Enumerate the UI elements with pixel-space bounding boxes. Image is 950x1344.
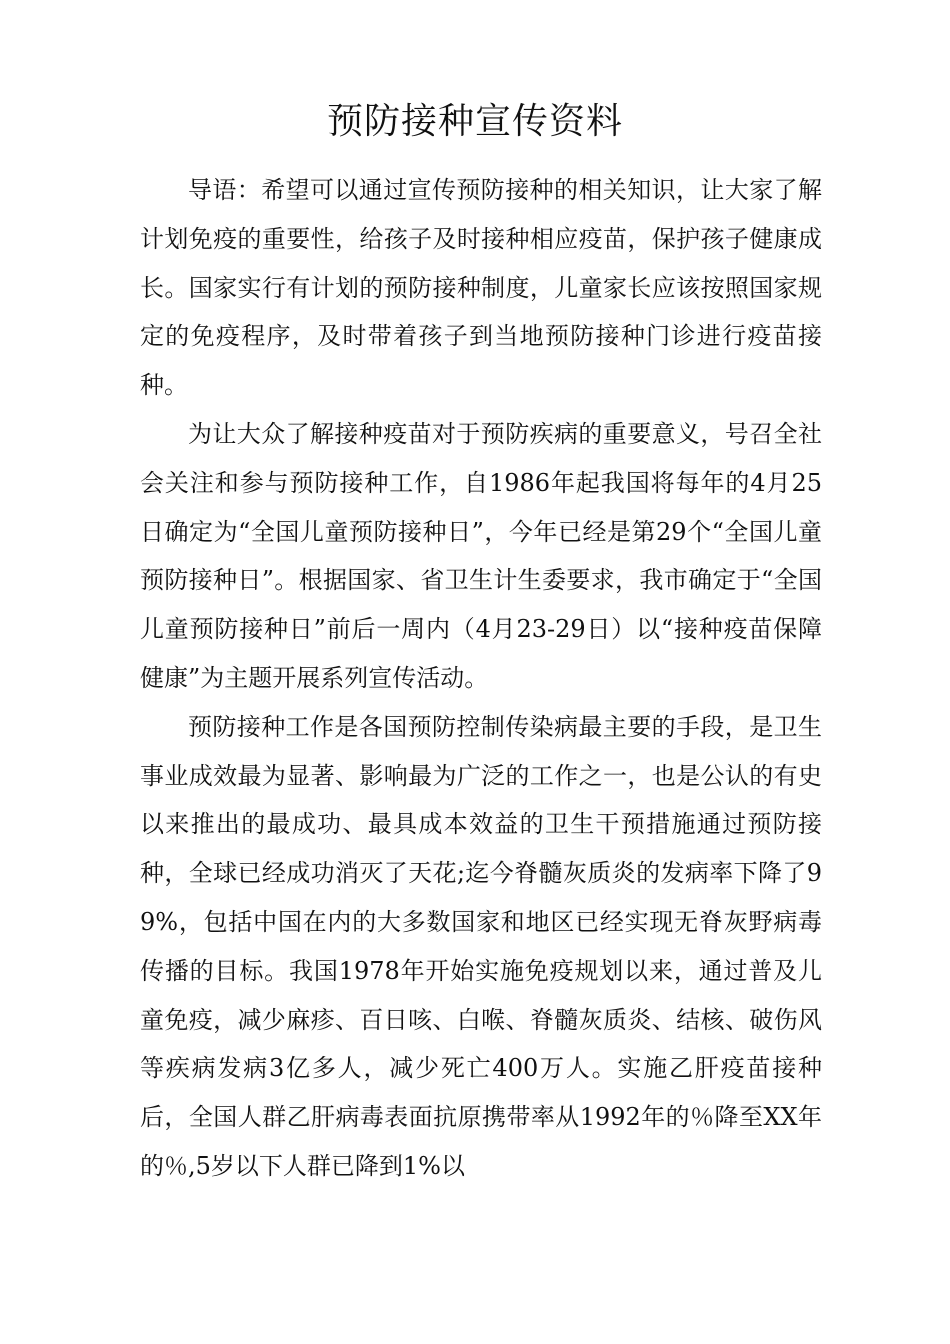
document-title: 预防接种宣传资料 bbox=[326, 101, 623, 142]
document-body bbox=[140, 166, 822, 1191]
paragraph-intro: 导语：希望可以通过宣传预防接种的相关知识，让大家了解计划免疫的重要性，给孩子及时接种相应疫苗，保护孩子健康成长。国家实行有计划的预防接种制度，儿童家长应该按照国家规定的免疫程序，及时带着孩子到当地预防接种门诊进行疫苗接种。 bbox=[140, 176, 822, 400]
paragraph-vaccination-day: 为让大众了解接种疫苗对于预防疾病的重要意义，号召全社会关注和参与预防接种工作，自1986年起我国将每年的4月25日确定为“全国儿童预防接种日”，今年已经是第29个“全国儿童预防接种日”。根据国家、省卫生计生委要求，我市确定于“全国儿童预防接种日”前后一周内（4月23-29日）以“接种疫苗保障健康”为主题开展系列宣传活动。 bbox=[140, 419, 822, 692]
paragraph-importance: 预防接种工作是各国预防控制传染病最主要的手段，是卫生事业成效最为显著、影响最为广泛的工作之一，也是公认的有史以来推出的最成功、最具成本效益的卫生干预措施通过预防接种，全球已经成功消灭了天花;迄今脊髓灰质炎的发病率下降了99%，包括中国在内的大多数国家和地区已经实现无脊灰野病毒传播的目标。我国1978年开始实施免疫规划以来，通过普及儿童免疫，减少麻疹、百日咳、白喉、脊髓灰质炎、结核、破伤风等疾病发病3亿多人，减少死亡400万人。实施乙肝疫苗接种后，全国人群乙肝病毒表面抗原携带率从1992年的％降至XX年的％,5岁以下人群已降到1%以 bbox=[140, 712, 822, 1180]
